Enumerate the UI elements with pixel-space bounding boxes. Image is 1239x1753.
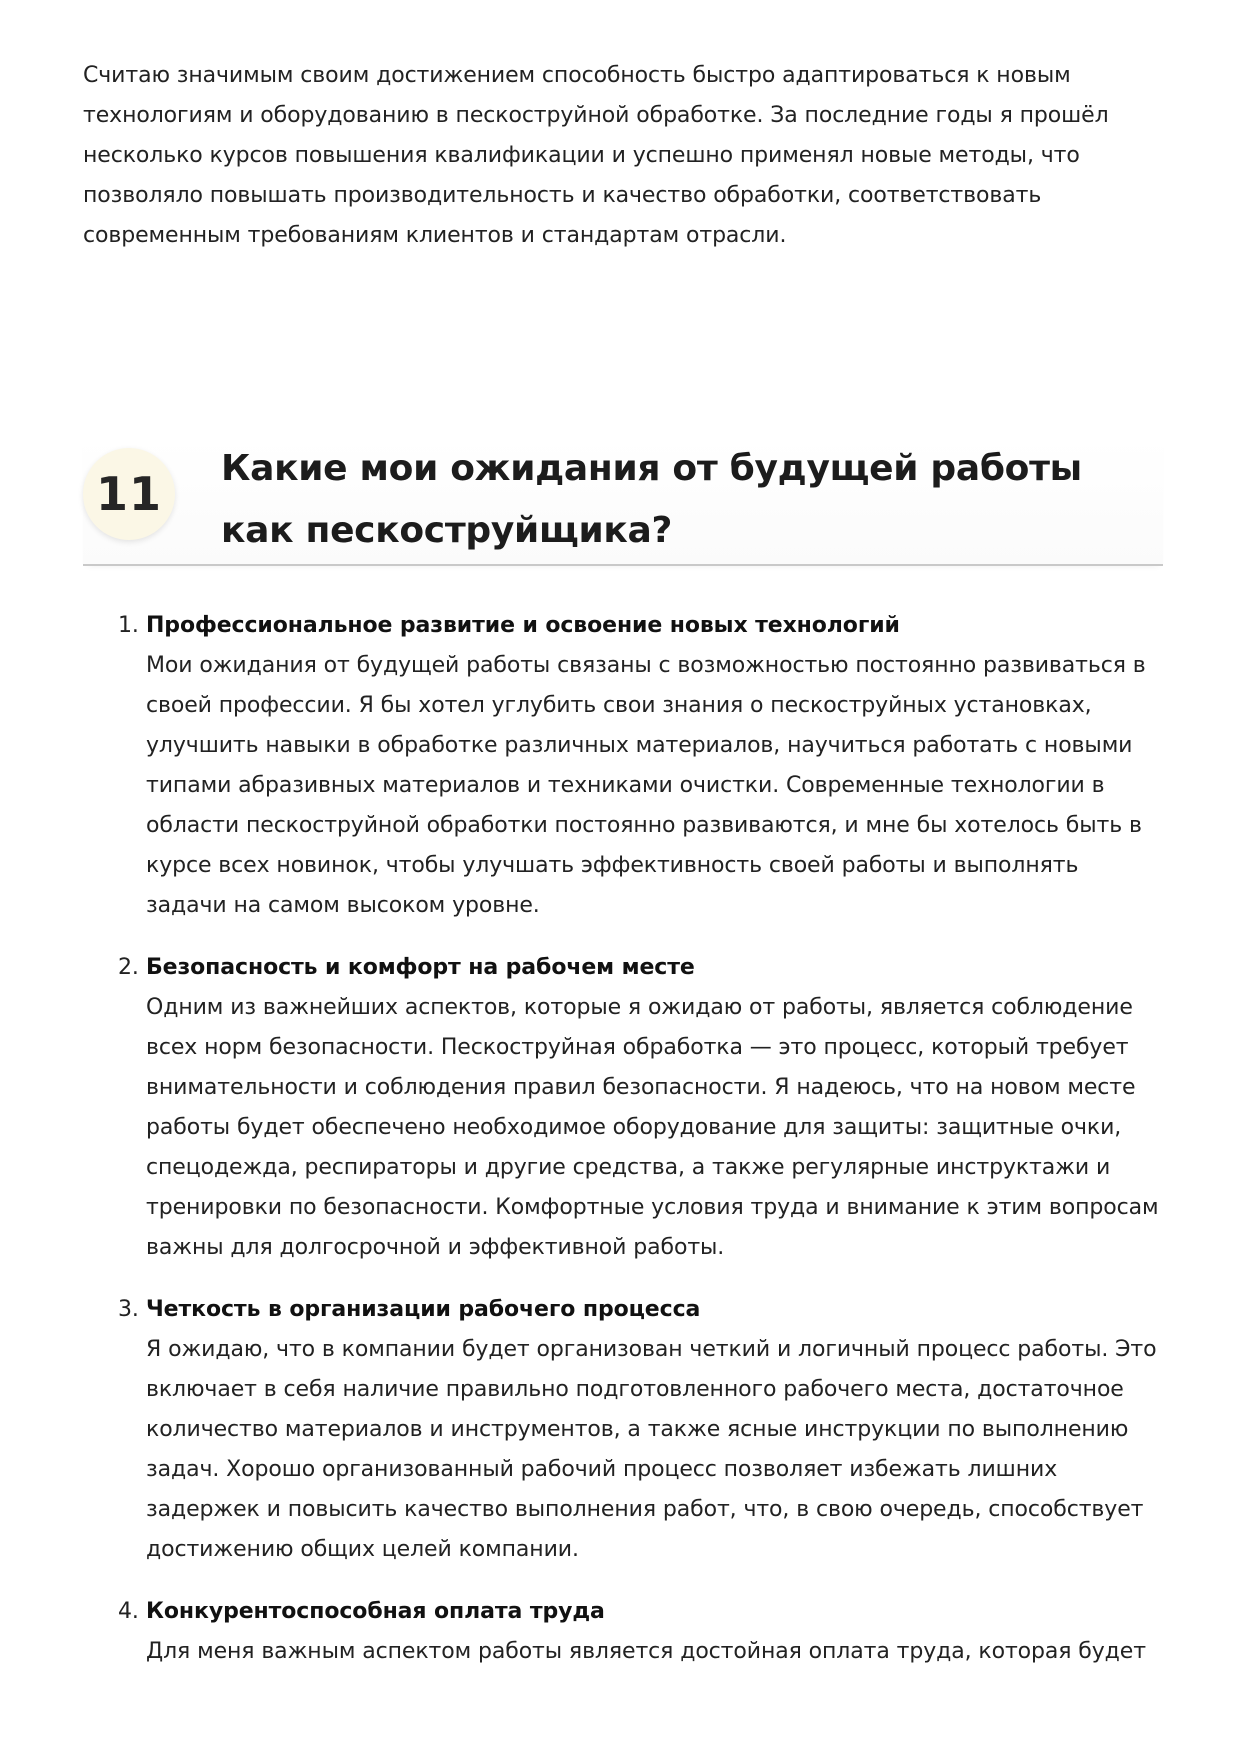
list-item-body: Я ожидаю, что в компании будет организован четкий и логичный процесс работы. Это включает в себя наличие правильно подготовленного рабочего места, достаточное количество материалов и инструментов, а также ясные инструкции по выполнению задач. Хорошо организованный рабочий процесс позволяет избежать лишних задержек и повысить качество выполнения работ, что, в свою очередь, способствует достижению общих целей компании. bbox=[146, 1337, 1157, 1562]
list-item-number: 2. bbox=[118, 955, 139, 980]
section-title: Какие мои ожидания от будущей работы как пескоструйщика? bbox=[221, 448, 1082, 551]
list-item bbox=[83, 948, 1163, 1268]
list-item-title: Профессиональное развитие и освоение новых технологий bbox=[146, 613, 900, 638]
list-item-title: Четкость в организации рабочего процесса bbox=[146, 1297, 701, 1322]
list-item-body: Мои ожидания от будущей работы связаны с возможностью постоянно развиваться в своей профессии. Я бы хотел углубить свои знания о пескоструйных установках, улучшить навыки в обработке различных материалов, научиться работать с новыми типами абразивных материалов и техниками очистки. Современные технологии в области пескоструйной обработки постоянно развиваются, и мне бы хотелось быть в курсе всех новинок, чтобы улучшать эффективность своей работы и выполнять задачи на самом высоком уровне. bbox=[146, 653, 1146, 918]
list-item-number: 4. bbox=[118, 1599, 139, 1624]
list-item bbox=[83, 1290, 1163, 1570]
list-item bbox=[83, 606, 1163, 926]
expectations-list bbox=[83, 606, 1163, 1694]
list-item-number: 1. bbox=[118, 613, 139, 638]
intro-paragraph: Считаю значимым своим достижением способность быстро адаптироваться к новым технологиям и оборудованию в пескоструйной обработке. За последние годы я прошёл несколько курсов повышения квалификации и успешно применял новые методы, что позволяло повышать производительность и качество обработки, соответствовать современным требованиям клиентов и стандартам отрасли. bbox=[83, 63, 1109, 248]
list-item-title: Безопасность и комфорт на рабочем месте bbox=[146, 955, 695, 980]
list-item bbox=[83, 1592, 1163, 1672]
section-header bbox=[83, 438, 1163, 566]
list-item-number: 3. bbox=[118, 1297, 139, 1322]
section-number-badge: 11 bbox=[83, 448, 175, 540]
list-item-body: Для меня важным аспектом работы является достойная оплата труда, которая будет bbox=[146, 1639, 1146, 1664]
list-item-body: Одним из важнейших аспектов, которые я ожидаю от работы, является соблюдение всех норм безопасности. Пескоструйная обработка — это процесс, который требует внимательности и соблюдения правил безопасности. Я надеюсь, что на новом месте работы будет обеспечено необходимое оборудование для защиты: защитные очки, спецодежда, респираторы и другие средства, а также регулярные инструктажи и тренировки по безопасности. Комфортные условия труда и внимание к этим вопросам важны для долгосрочной и эффективной работы. bbox=[146, 995, 1159, 1260]
list-item-title: Конкурентоспособная оплата труда bbox=[146, 1599, 605, 1624]
